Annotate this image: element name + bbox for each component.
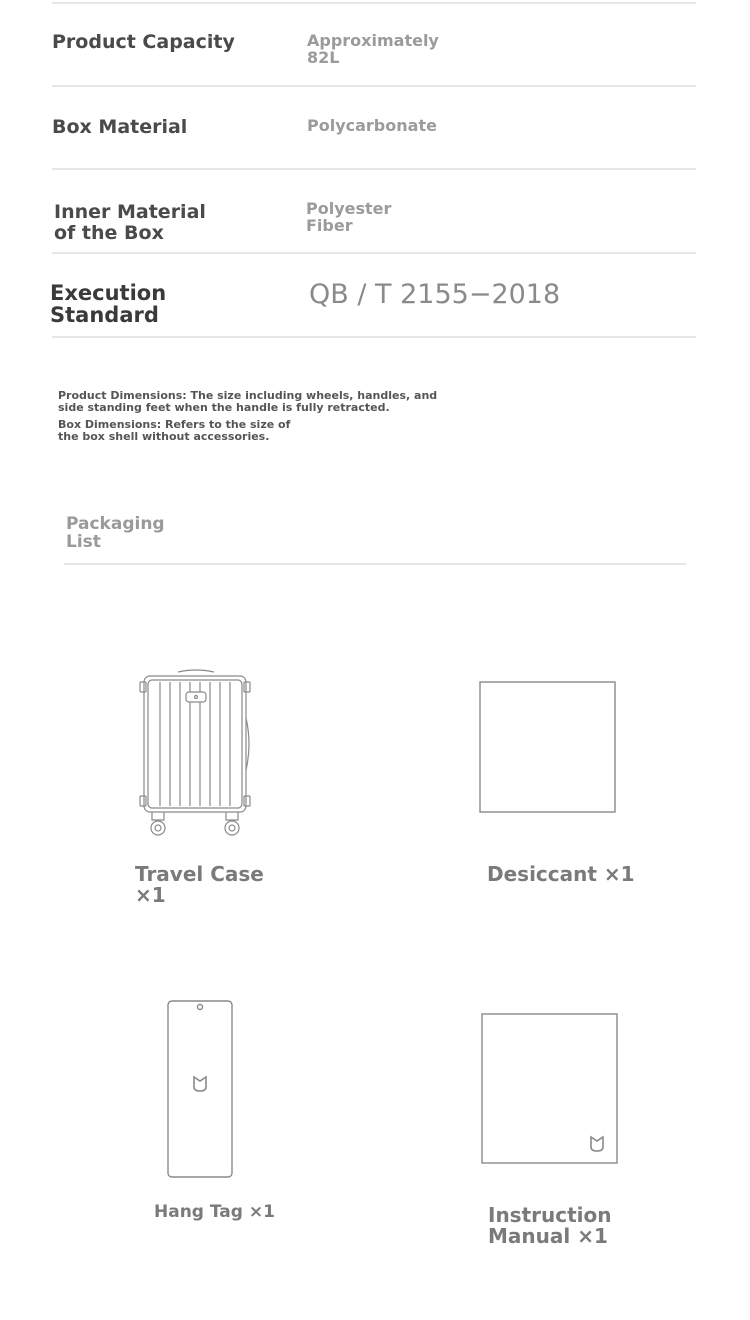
note-box-dimensions: Box Dimensions: Refers to the size of the box shell without accessories. [58, 418, 291, 443]
spec-row-divider [52, 168, 696, 170]
spec-label-capacity: Product Capacity [52, 31, 235, 53]
hang-tag-icon [166, 999, 234, 1179]
spec-row-divider [52, 252, 696, 254]
spec-label-box-material: Box Material [52, 116, 188, 138]
packaging-list-rule [64, 563, 686, 565]
spec-value-execution-standard: QB / T 2155−2018 [309, 279, 561, 310]
spec-value-box-material: Polycarbonate [307, 116, 437, 135]
spec-value-inner-material: Polyester Fiber [306, 199, 392, 235]
note-product-dimensions: Product Dimensions: The size including wheels, handles, and side standing feet when the handle is fully retracted. [58, 389, 438, 414]
packaging-item-desiccant: Desiccant ×1 [487, 862, 635, 886]
packaging-item-travel-case: Travel Case ×1 [135, 862, 264, 907]
packaging-list-title: Packaging List [66, 514, 165, 552]
packaging-item-hang-tag: Hang Tag ×1 [154, 1202, 275, 1222]
instruction-manual-icon [481, 1013, 619, 1165]
spec-value-capacity: Approximately 82L [307, 31, 439, 67]
spec-table-top-rule [52, 2, 696, 4]
spec-row-divider [52, 85, 696, 87]
spec-label-execution-standard: Execution Standard [50, 281, 167, 327]
packaging-item-instruction-manual: Instruction Manual ×1 [488, 1203, 612, 1248]
spec-label-inner-material: Inner Material of the Box [54, 201, 206, 244]
spec-row-divider [52, 336, 696, 338]
travel-case-icon [138, 668, 254, 838]
desiccant-icon [479, 681, 617, 813]
